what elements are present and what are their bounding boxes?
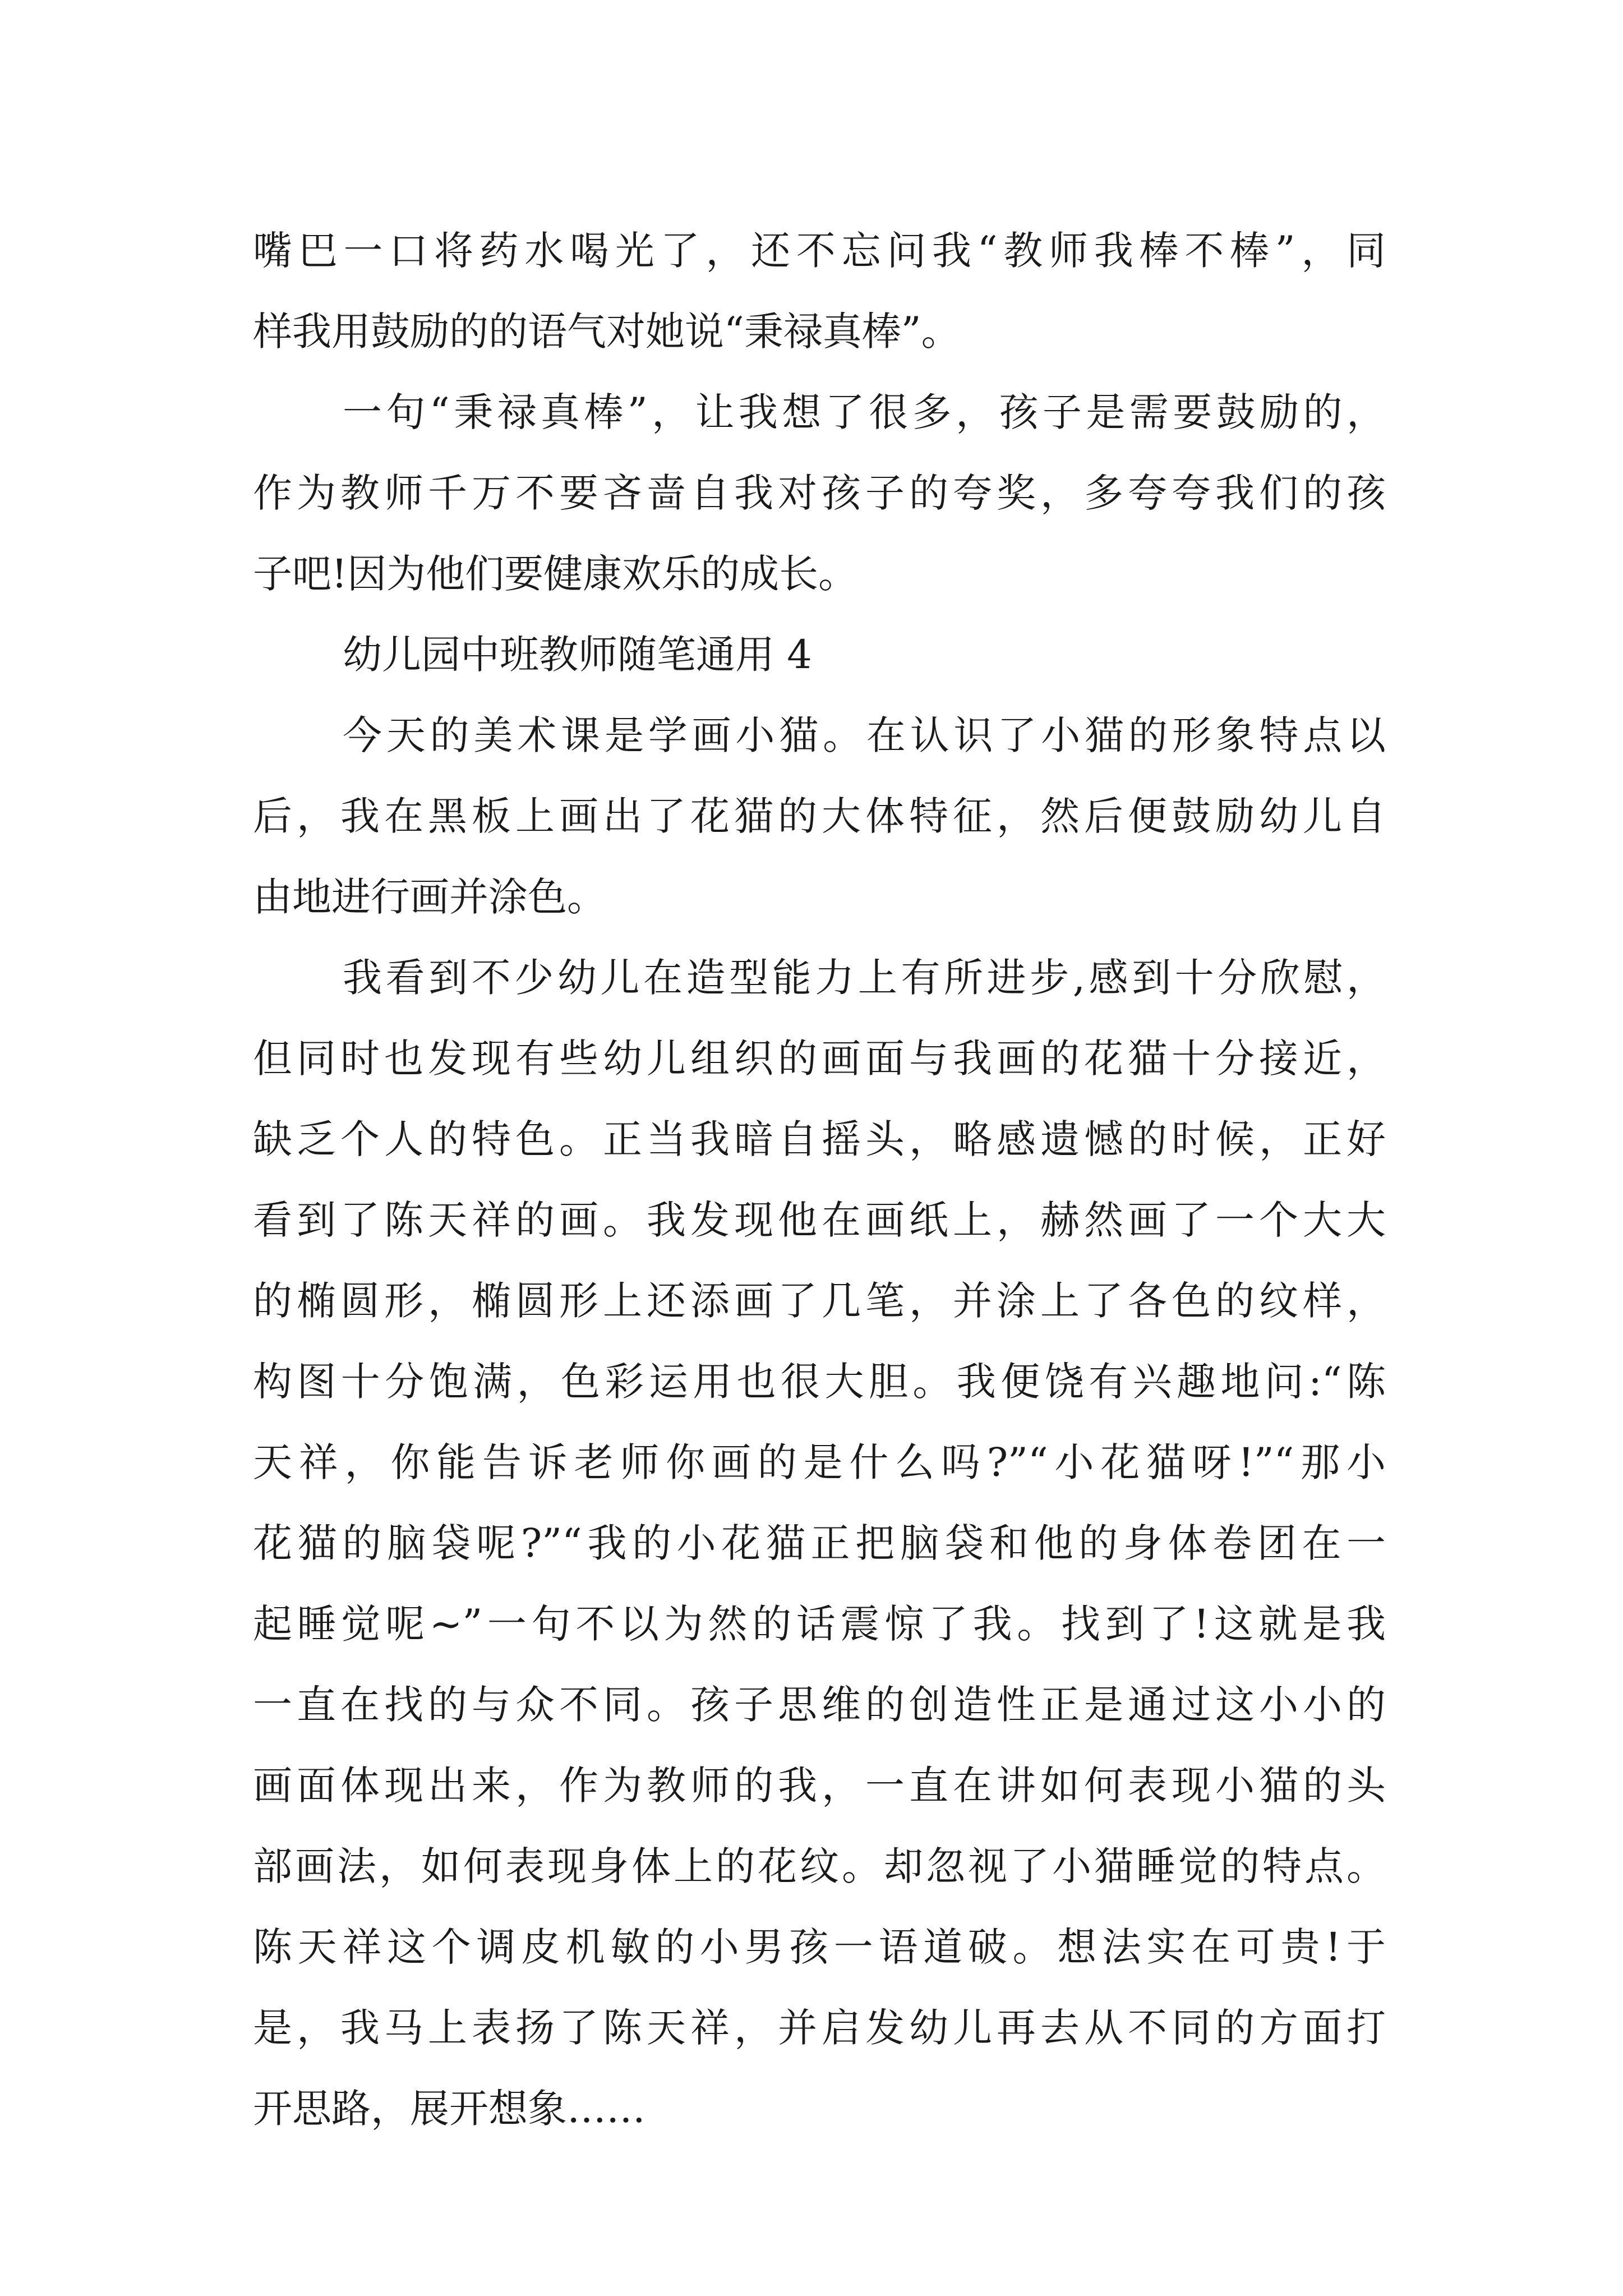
text-line: 开思路，展开想象……: [253, 2086, 645, 2132]
text-line: 一直在找的与众不同。孩子思维的创造性正是通过这小小的: [253, 1682, 1386, 1728]
text-line: 后，我在黑板上画出了花猫的大体特征，然后便鼓励幼儿自: [253, 793, 1386, 839]
text-line: 起睡觉呢~”一句不以为然的话震惊了我。找到了!这就是我: [253, 1601, 1386, 1647]
section-heading: 幼儿园中班教师随笔通用 4: [343, 632, 812, 678]
text-line: 子吧!因为他们要健康欢乐的成长。: [253, 551, 858, 597]
text-line: 看到了陈天祥的画。我发现他在画纸上，赫然画了一个大大: [253, 1197, 1386, 1243]
paragraph-start-line: 我看到不少幼儿在造型能力上有所进步,感到十分欣慰，: [343, 955, 1386, 1001]
paragraph-start-line: 今天的美术课是学画小猫。在认识了小猫的形象特点以: [343, 712, 1386, 758]
text-line: 是，我马上表扬了陈天祥，并启发幼儿再去从不同的方面打: [253, 2005, 1386, 2051]
document-body: [253, 210, 1386, 2149]
text-line: 但同时也发现有些幼儿组织的画面与我画的花猫十分接近，: [253, 1036, 1386, 1082]
text-line: 嘴巴一口将药水喝光了，还不忘问我“教师我棒不棒”，同: [253, 228, 1386, 274]
text-line: 花猫的脑袋呢?”“我的小花猫正把脑袋和他的身体卷团在一: [253, 1520, 1386, 1566]
text-line: 部画法，如何表现身体上的花纹。却忽视了小猫睡觉的特点。: [253, 1843, 1386, 1889]
text-line: 样我用鼓励的的语气对她说“秉禄真棒”。: [253, 309, 961, 355]
paragraph-start-line: 一句“秉禄真棒”，让我想了很多，孩子是需要鼓励的，: [343, 389, 1386, 435]
text-line: 缺乏个人的特色。正当我暗自摇头，略感遗憾的时候，正好: [253, 1116, 1386, 1162]
text-line: 构图十分饱满，色彩运用也很大胆。我便饶有兴趣地问:“陈: [253, 1359, 1386, 1405]
text-line: 由地进行画并涂色。: [253, 874, 606, 920]
text-line: 作为教师千万不要吝啬自我对孩子的夸奖，多夸夸我们的孩: [253, 470, 1386, 516]
text-line: 天祥，你能告诉老师你画的是什么吗?”“小花猫呀!”“那小: [253, 1439, 1386, 1485]
text-line: 的椭圆形，椭圆形上还添画了几笔，并涂上了各色的纹样，: [253, 1278, 1386, 1324]
text-line: 画面体现出来，作为教师的我，一直在讲如何表现小猫的头: [253, 1763, 1386, 1809]
text-line: 陈天祥这个调皮机敏的小男孩一语道破。想法实在可贵!于: [253, 1924, 1386, 1970]
